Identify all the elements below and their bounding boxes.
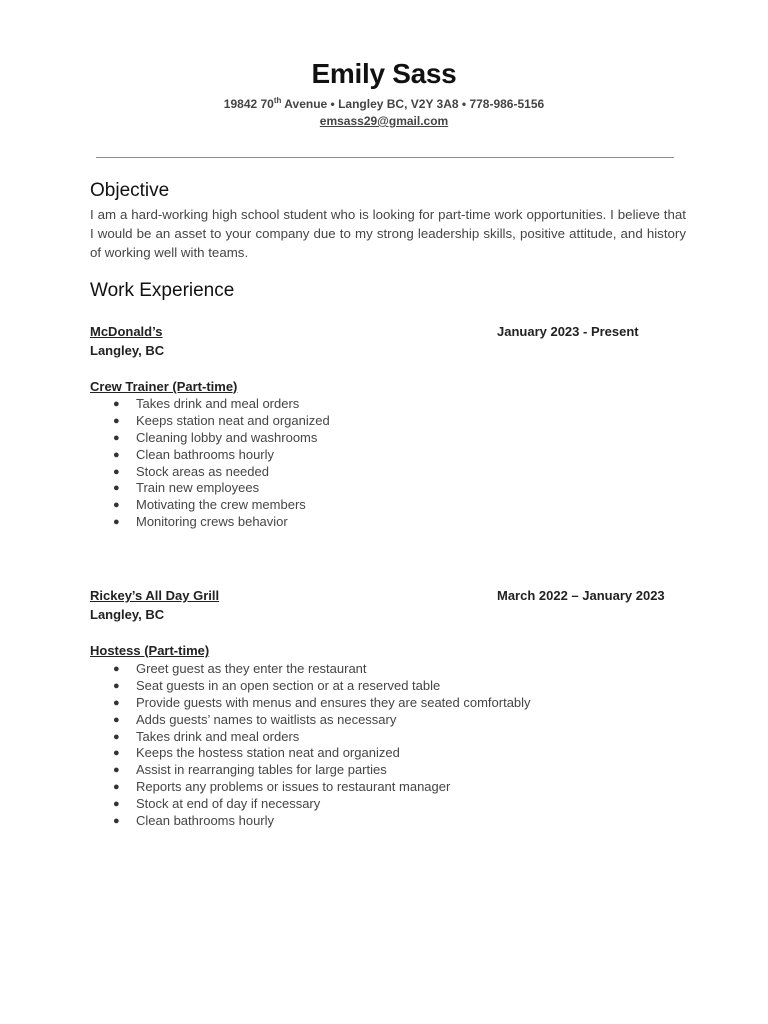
bullet-icon: ● xyxy=(113,815,120,828)
duty-text: Keeps the hostess station neat and organized xyxy=(136,745,400,761)
job-location: Langley, BC xyxy=(90,343,165,358)
duty-text: Motivating the crew members xyxy=(136,497,306,513)
bullet-icon: ● xyxy=(113,713,120,726)
job-dates: January 2023 - Present xyxy=(497,324,639,339)
bullet-icon: ● xyxy=(113,663,120,675)
bullet-icon: ● xyxy=(113,448,120,461)
job-employer: McDonald’s xyxy=(90,324,163,339)
job-role: Hostess (Part-time) xyxy=(90,643,210,658)
duty-text: Cleaning lobby and washrooms xyxy=(136,429,318,445)
email-link[interactable]: emsass29@gmail.com xyxy=(319,114,449,128)
job-location: Langley, BC xyxy=(90,607,165,622)
bullet-icon: ● xyxy=(113,414,120,427)
duty-text: Train new employees xyxy=(136,480,260,496)
job-dates: March 2022 – January 2023 xyxy=(497,588,665,603)
duty-text: Clean bathrooms hourly xyxy=(136,446,275,462)
address-prefix: 19842 70 xyxy=(223,97,274,111)
bullet-icon: ● xyxy=(113,696,120,709)
header-divider xyxy=(96,157,674,158)
bullet-icon: ● xyxy=(113,798,120,811)
duty-text: Takes drink and meal orders xyxy=(136,728,300,744)
objective-heading: Objective xyxy=(90,180,170,201)
job-employer: Rickey’s All Day Grill xyxy=(90,588,220,603)
objective-text: I am a hard-working high school student who is looking for part-time work opportunities. I believe that I would be an asset to your company due to my strong leadership skills, positive attitude, and history of working well with teams. xyxy=(90,207,686,260)
bullet-icon: ● xyxy=(113,781,120,794)
duty-text: Reports any problems or issues to restaurant manager xyxy=(136,779,451,795)
duty-text: Keeps station neat and organized xyxy=(136,412,330,428)
bullet-icon: ● xyxy=(113,465,120,478)
bullet-icon: ● xyxy=(113,764,120,777)
duty-text: Clean bathrooms hourly xyxy=(136,813,275,829)
duty-text: Seat guests in an open section or at a reserved table xyxy=(136,677,441,693)
bullet-icon: ● xyxy=(113,747,120,760)
candidate-name: Emily Sass xyxy=(311,58,457,89)
bullet-icon: ● xyxy=(113,431,120,444)
email-line xyxy=(0,114,768,128)
duty-text: Greet guest as they enter the restaurant xyxy=(136,661,367,676)
duty-text: Assist in rearranging tables for large parties xyxy=(136,762,387,778)
bullet-icon: ● xyxy=(113,730,120,743)
duty-text: Provide guests with menus and ensures they are seated comfortably xyxy=(136,694,531,710)
duty-text: Adds guests’ names to waitlists as necessary xyxy=(136,711,397,727)
bullet-icon: ● xyxy=(113,499,120,512)
job-role: Crew Trainer (Part-time) xyxy=(90,379,238,394)
bullet-icon: ● xyxy=(113,398,120,410)
contact-line xyxy=(0,97,768,111)
address-ordinal: th xyxy=(273,96,282,105)
bullet-icon: ● xyxy=(113,482,120,495)
work-experience-heading: Work Experience xyxy=(90,280,235,301)
duty-text: Takes drink and meal orders xyxy=(136,396,300,411)
bullet-icon: ● xyxy=(113,516,120,529)
bullet-icon: ● xyxy=(113,679,120,692)
address-suffix: Avenue • Langley BC, V2Y 3A8 • 778-986-5156 xyxy=(281,97,545,111)
duty-text: Stock areas as needed xyxy=(136,463,269,479)
duty-text: Stock at end of day if necessary xyxy=(136,796,321,812)
duty-text: Monitoring crews behavior xyxy=(136,514,288,530)
